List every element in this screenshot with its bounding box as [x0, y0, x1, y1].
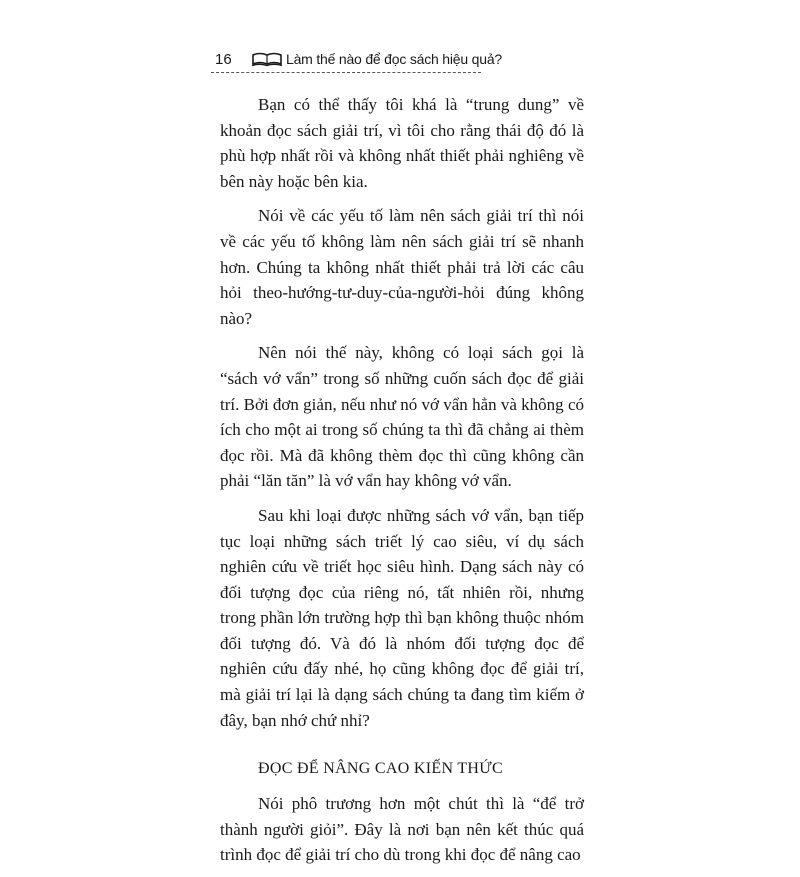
paragraph: Nói phô trương hơn một chút thì là “để trở thành người giỏi”. Đây là nơi bạn nên kết thúc quá trình đọc để giải trí cho dù trong khi đọc để nâng cao [220, 794, 584, 865]
book-title: Làm thế nào để đọc sách hiệu quả? [286, 51, 503, 67]
paragraph: Bạn có thể thấy tôi khá là “trung dung” về khoản đọc sách giải trí, vì tôi cho rằng thái độ đó là phù hợp nhất rồi và không nhất thiết phải nghiêng về bên này hoặc bên kia. [220, 95, 584, 191]
page-number: 16 [215, 51, 232, 68]
page-body [220, 92, 584, 877]
paragraph: Nên nói thế này, không có loại sách gọi là “sách vớ vẩn” trong số những cuốn sách đọc để giải trí. Bởi đơn giản, nếu như nó vớ vẩn hẳn và không có ích cho một ai trong số chúng ta thì đã chẳng ai thèm đọc rồi. Mà đã không thèm đọc thì cũng không cần phải “lăn tăn” là vớ vẩn hay không vớ vẩn. [220, 343, 584, 491]
paragraph: Nói về các yếu tố làm nên sách giải trí thì nói về các yếu tố không làm nên sách giải trí sẽ nhanh hơn. Chúng ta không nhất thiết phải trả lời các câu hỏi theo-hướng-tư-duy-của-người-hỏi đúng không nào? [220, 206, 584, 328]
open-book-icon [251, 51, 283, 67]
header-divider [211, 72, 481, 73]
running-header [211, 49, 503, 75]
paragraph: Sau khi loại được những sách vớ vẩn, bạn tiếp tục loại những sách triết lý cao siêu, ví dụ sách nghiên cứu về triết học siêu hình. Dạng sách này có đối tượng đọc của riêng nó, tất nhiên rồi, nhưng trong phần lớn trường hợp thì bạn không thuộc nhóm đối tượng đó. Và đó là nhóm đối tượng đọc để nghiên cứu đấy nhé, họ cũng không đọc để giải trí, mà giải trí lại là dạng sách chúng ta đang tìm kiếm ở đây, bạn nhớ chứ nhỉ? [220, 505, 584, 730]
section-heading: ĐỌC ĐỂ NÂNG CAO KIẾN THỨC [258, 760, 503, 778]
